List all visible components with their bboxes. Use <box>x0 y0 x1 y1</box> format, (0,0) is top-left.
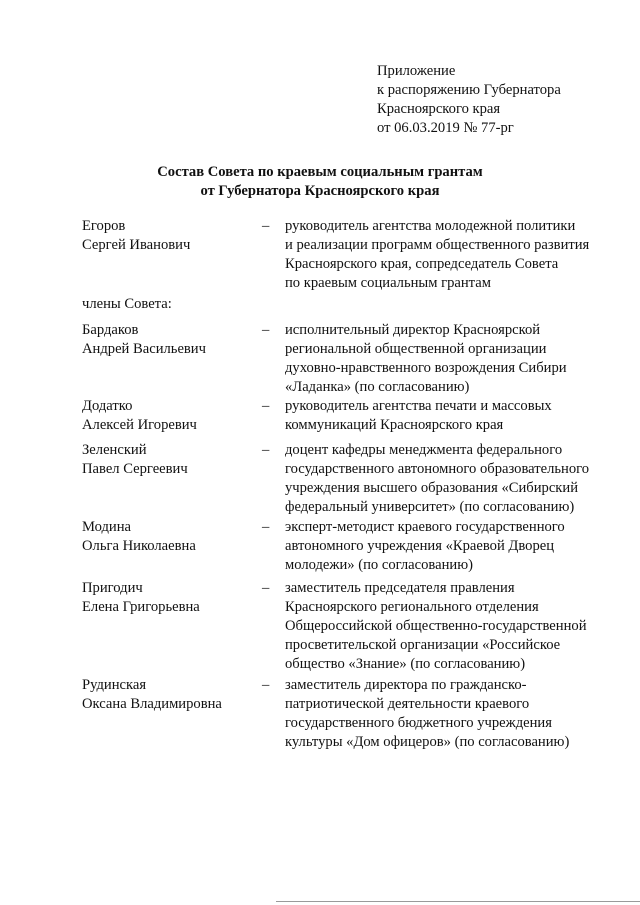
appendix-line: к распоряжению Губернатора <box>377 82 561 98</box>
description-line: Красноярского края, сопредседатель Совета <box>285 256 559 272</box>
dash-separator: – <box>262 580 270 596</box>
position-description <box>285 321 567 397</box>
person-name <box>82 676 222 714</box>
person-name <box>82 397 197 435</box>
description-line: заместитель председателя правления <box>285 580 515 596</box>
person-name <box>82 518 196 556</box>
surname: Бардаков <box>82 322 139 338</box>
dash-separator: – <box>262 677 270 693</box>
given-names: Андрей Васильевич <box>82 341 206 357</box>
description-line: духовно-нравственного возрождения Сибири <box>285 360 567 376</box>
description-line: эксперт-методист краевого государственного <box>285 519 565 535</box>
description-line: руководитель агентства печати и массовых <box>285 398 552 414</box>
person-name <box>82 217 190 255</box>
description-line: доцент кафедры менеджмента федерального <box>285 442 563 458</box>
dash-separator: – <box>262 322 270 338</box>
surname: Модина <box>82 519 132 535</box>
members-label: члены Совета: <box>82 296 172 312</box>
description-line: Общероссийской общественно-государственной <box>285 618 587 634</box>
position-description <box>285 217 589 293</box>
surname: Пригодич <box>82 580 143 596</box>
appendix-line: от 06.03.2019 № 77-рг <box>377 120 514 136</box>
description-line: заместитель директора по гражданско- <box>285 677 527 693</box>
description-line: просветительской организации «Российское <box>285 637 561 653</box>
document-title <box>0 163 640 201</box>
description-line: учреждения высшего образования «Сибирский <box>285 480 579 496</box>
surname: Рудинская <box>82 677 147 693</box>
title-line: от Губернатора Красноярского края <box>200 183 440 199</box>
person-name <box>82 579 200 617</box>
position-description <box>285 676 569 752</box>
title-line: Состав Совета по краевым социальным грантам <box>157 164 483 180</box>
description-line: патриотической деятельности краевого <box>285 696 530 712</box>
description-line: общество «Знание» (по согласованию) <box>285 656 526 672</box>
dash-separator: – <box>262 218 270 234</box>
person-name <box>82 321 206 359</box>
description-line: государственного автономного образовательного <box>285 461 590 477</box>
description-line: коммуникаций Красноярского края <box>285 417 504 433</box>
scan-edge-line <box>276 901 640 902</box>
appendix-header <box>377 62 561 138</box>
given-names: Елена Григорьевна <box>82 599 200 615</box>
description-line: культуры «Дом офицеров» (по согласованию) <box>285 734 570 750</box>
description-line: «Ладанка» (по согласованию) <box>285 379 470 395</box>
given-names: Сергей Иванович <box>82 237 191 253</box>
dash-separator: – <box>262 442 270 458</box>
position-description <box>285 518 565 575</box>
description-line: и реализации программ общественного развития <box>285 237 590 253</box>
description-line: государственного бюджетного учреждения <box>285 715 552 731</box>
dash-separator: – <box>262 398 270 414</box>
surname: Егоров <box>82 218 126 234</box>
description-line: руководитель агентства молодежной политики <box>285 218 576 234</box>
surname: Зеленский <box>82 442 147 458</box>
appendix-line: Приложение <box>377 63 456 79</box>
person-name <box>82 441 188 479</box>
position-description <box>285 441 589 517</box>
surname: Додатко <box>82 398 133 414</box>
description-line: Красноярского регионального отделения <box>285 599 539 615</box>
position-description <box>285 579 587 674</box>
given-names: Алексей Игоревич <box>82 417 197 433</box>
description-line: федеральный университет» (по согласованию) <box>285 499 575 515</box>
given-names: Павел Сергеевич <box>82 461 188 477</box>
description-line: региональной общественной организации <box>285 341 547 357</box>
given-names: Оксана Владимировна <box>82 696 222 712</box>
dash-separator: – <box>262 519 270 535</box>
appendix-line: Красноярского края <box>377 101 501 117</box>
description-line: молодежи» (по согласованию) <box>285 557 473 573</box>
description-line: автономного учреждения «Краевой Дворец <box>285 538 555 554</box>
position-description <box>285 397 552 435</box>
description-line: исполнительный директор Красноярской <box>285 322 541 338</box>
given-names: Ольга Николаевна <box>82 538 196 554</box>
description-line: по краевым социальным грантам <box>285 275 491 291</box>
